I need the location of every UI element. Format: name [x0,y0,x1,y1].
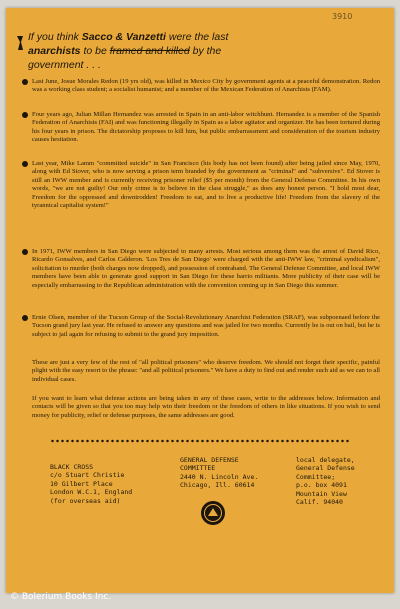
address-black-cross: BLACK CROSS c/o Stuart Christie 10 Gilbert Place London W.C.1, England (for overseas aid) [50,463,133,505]
bullet-icon [22,161,28,167]
bullet-icon [22,315,28,321]
headline-names: Sacco & Vanzetti [81,31,166,43]
watermark: © Bolerium Books Inc. [10,592,112,602]
paragraph-lamm-stover: Last year, Mike Lamm "committed suicide" in San Francisco (his body has not been found) after being jailed since May, 1970, along with Ed Stover, who is now serving a prison term branded by the government as "criminal" and "subversive". Ed Stover is still an IWW member and is currently receiving prisoner relief ($5 per month) from the General Defense Committee. In his own words, "we are not guilty! Our only crime is to believe in the class struggle," as does any honest person. "I hold most dear, Freedom for the oppressed and downtrodden! Freedom to eat, and to live a productive life! Freedom from the slavery of the tyrannical capitalist system!" [32,160,380,210]
paragraph-olsen: Ernie Olsen, member of the Tucson Group of the Social-Revolutionary Anarchist Federation (SRAF), was subpoenaed before the Tucson grand jury last year. He refused to answer any questions and was jailed for two months. Currently he is out on bail, but he is subject to jail again for refusing to submit to the grand jury imposition. [32,314,380,339]
headline: If you think Sacco & Vanzetti were the last anarchists to be framed and killed by the government . . . [28,31,229,71]
iww-seal-icon [200,500,226,526]
bullet-icon [22,249,28,255]
closing-paragraph-1: These are just a very few of the rest of "all political prisoners" who deserve freedom. We should not forget their specific, painful plight with the easy resort to the phrase: "and all political prisoners." We have a duty to find out and render such aid as we can to all individual cases. [32,359,380,383]
headline-anarchists: anarchists [28,45,81,57]
corner-note: 3910 [332,12,353,21]
bullet-icon [22,112,28,118]
star-divider [50,439,350,443]
struck-text: framed and killed [109,45,190,57]
closing-paragraph-2: If you want to learn what defense actions are being taken in any of these cases, write to the addresses below. Information and contacts will be given so that you too may help win their freedom or the freedom of others in like situations. If you wish to send money for publicity, relief or defense purposes, the same addresses are good. [32,395,380,419]
paragraph-redon: Last June, Josue Morales Redon (19 yrs old), was killed in Mexico City by government agents at a peaceful demonstration. Redon was a working class student; a socialist humanist; and a member of the Mexican Federation of Anarchists (FAM). [32,78,380,95]
address-local-delegate: local delegate, General Defense Committee; p.o. box 4091 Mountain View Calif. 94040 [296,456,355,507]
paragraph-san-diego: In 1971, IWW members in San Diego were subjected to many arrests. Most serious among them was the arrest of David Rico, Ricardo Gonsalves, and Carlos Calderon. 'Los Tres de San Diego' were charged with the anti-IWW law, "criminal syndicalism", solicitation to murder (both charges now dropped), and possession of contraband. The General Defense Committee, and local IWW members have been able to generate good support in San Diego for these barrio militants. More publicity of their case will be especially embarrassing to the Republican administration with the convention coming up in San Diego this summer. [32,248,380,290]
pin-mark-icon [16,34,24,52]
address-general-defense: GENERAL DEFENSE COMMITTEE 2440 N. Lincoln Ave. Chicago, Ill. 60614 [180,456,259,490]
bullet-icon [22,79,28,85]
paragraph-hernandez: Four years ago, Julian Millan Hernandez was arrested in Spain in an anti-labor witchhunt. Hernandez is a member of the Spanish Federation of Anarchists (FAI) and was functioning illegally in Spain as a labor agitator and organizer. He has been tortured during his four years in prison. The dictatorship proposes to kill him, but public embarrassment and consideration of the tourism industry causes hesitation. [32,111,380,145]
leaflet-sheet [6,8,394,593]
